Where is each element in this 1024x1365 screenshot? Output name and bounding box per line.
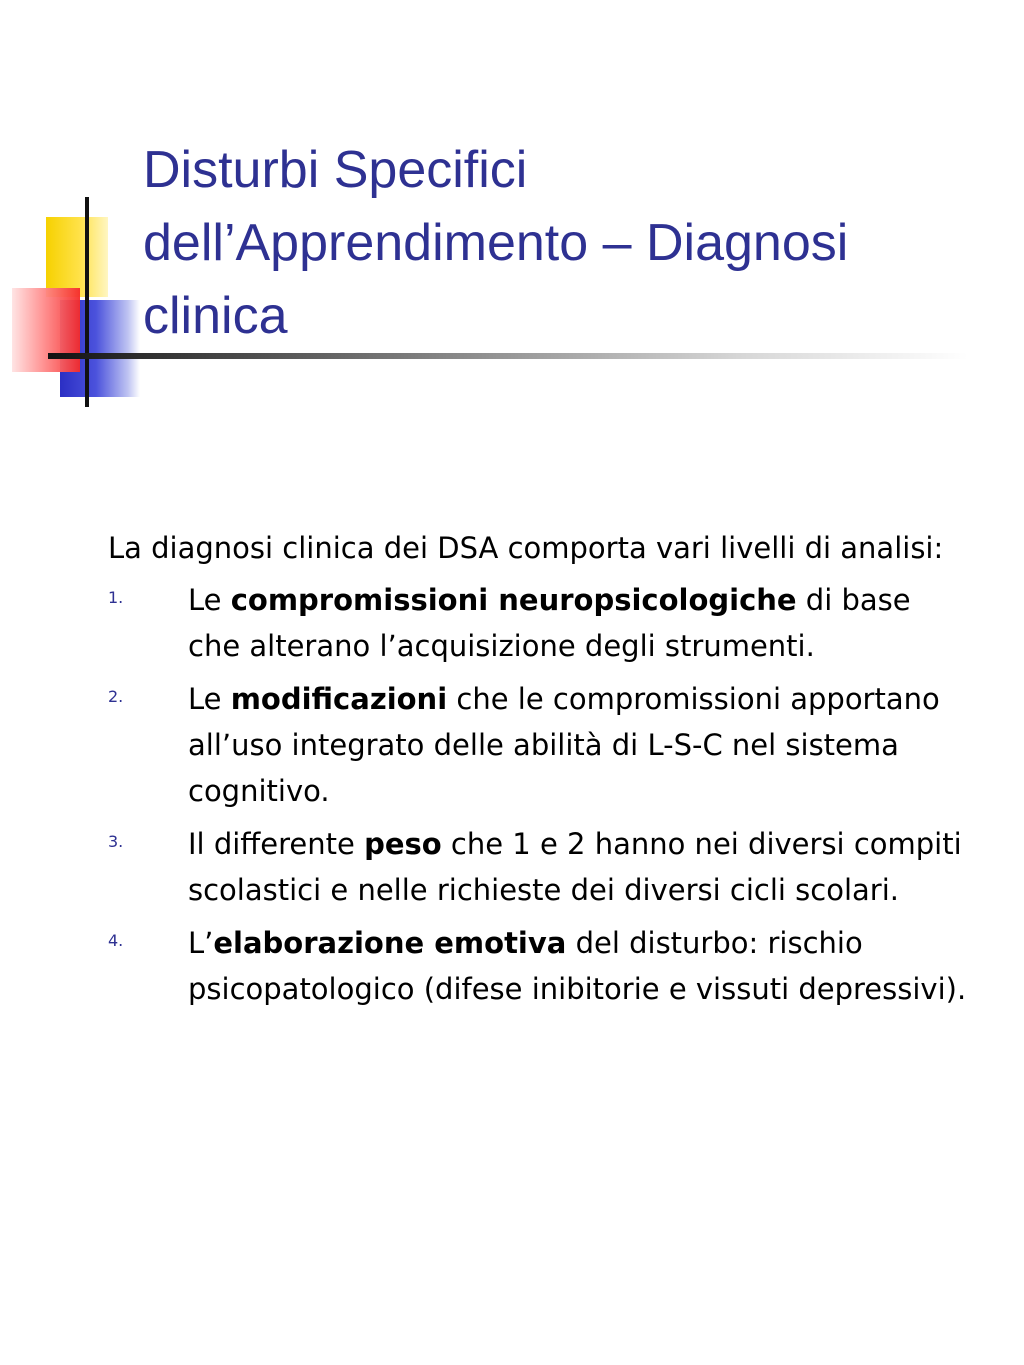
title-line-2: dell’Apprendimento – Diagnosi [143, 214, 849, 272]
item-text-bold: compromissioni neuropsicologiche [230, 583, 797, 617]
item-text-after: di base che alterano l’acquisizione degli strumenti. [188, 583, 911, 663]
item-text-after: che le compromissioni apportano all’uso integrato delle abilità di L-S-C nel sistema cognitivo. [188, 682, 940, 808]
item-text-before: Le [188, 583, 231, 617]
item-text-bold: peso [364, 827, 442, 861]
item-text-bold: elaborazione emotiva [213, 926, 567, 960]
item-text-before: Le [188, 682, 231, 716]
list-number: 4. [108, 931, 124, 950]
logo-red-square [12, 288, 80, 372]
item-text-after: che 1 e 2 hanno nei diversi compiti scolastici e nelle richieste dei diversi cicli scolari. [188, 827, 962, 907]
intro-text: La diagnosi clinica dei DSA comporta vari livelli di analisi: [108, 531, 944, 565]
title-underline [48, 353, 968, 359]
list-item [108, 821, 968, 913]
list-number: 3. [108, 832, 124, 851]
list-item [108, 676, 968, 814]
item-text-before: Il differente [188, 827, 365, 861]
logo-yellow-square [46, 217, 108, 297]
list-item [108, 920, 968, 1012]
item-text-before: L’ [188, 926, 214, 960]
slide-title [143, 134, 983, 353]
slide-body [108, 525, 968, 1019]
logo-vertical-line [85, 197, 89, 407]
list-item [108, 577, 968, 669]
title-line-3: clinica [143, 287, 288, 345]
item-text-after: del disturbo: rischio psicopatologico (difese inibitorie e vissuti depressivi). [188, 926, 967, 1006]
list-number: 1. [108, 588, 124, 607]
item-text-bold: modificazioni [230, 682, 448, 716]
analysis-levels-list [108, 577, 968, 1012]
title-line-1: Disturbi Specifici [143, 141, 528, 199]
list-number: 2. [108, 687, 124, 706]
